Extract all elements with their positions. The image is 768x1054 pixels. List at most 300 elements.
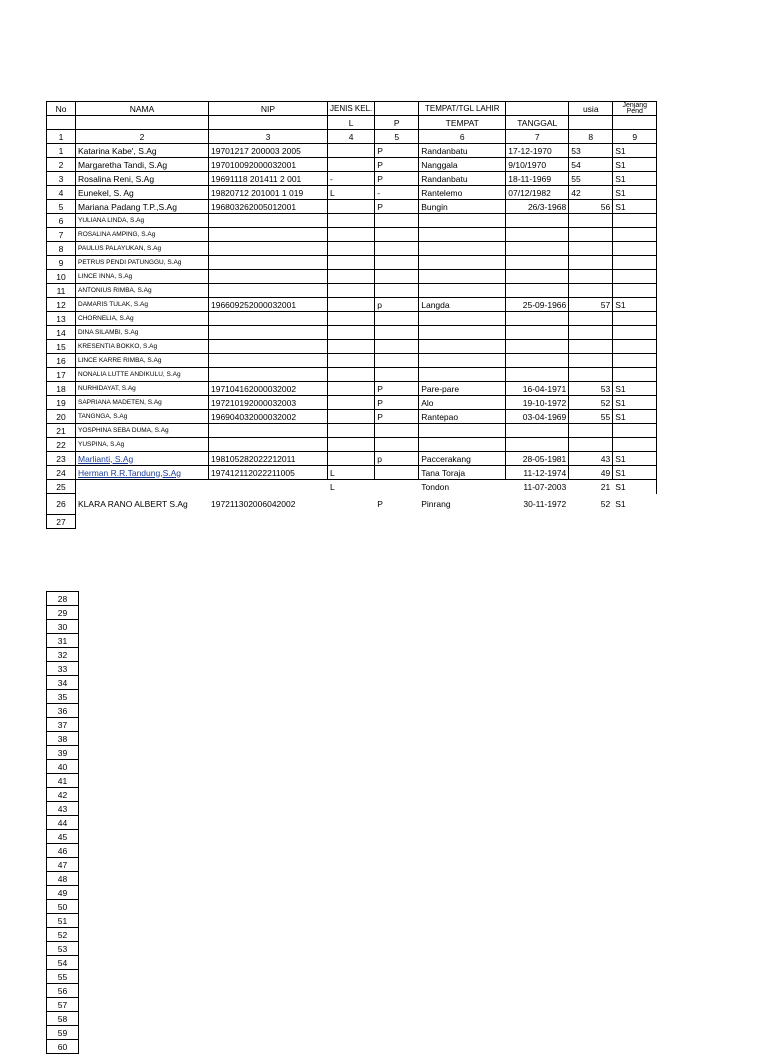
number-row: [47, 704, 79, 718]
row-nip: 197010092000032001: [209, 158, 328, 172]
row-pend: S1: [613, 298, 657, 312]
table-row: [47, 172, 657, 186]
row-nama: LINCE INNA, S.Ag: [76, 270, 209, 284]
row-pend: [613, 256, 657, 270]
row-pend: S1: [613, 396, 657, 410]
row-usia: [569, 326, 613, 340]
column-number: 5: [375, 130, 419, 144]
row-p: [375, 424, 419, 438]
row-nip: 197412112022211005: [209, 466, 328, 480]
row-tempat: [419, 515, 506, 529]
table-row: [47, 284, 657, 298]
row-tempat: Paccerakang: [419, 452, 506, 466]
row-tempat: Tana Toraja: [419, 466, 506, 480]
table-row: [47, 214, 657, 228]
row-nip: 196803262005012001: [209, 200, 328, 214]
row-usia: [569, 515, 613, 529]
row-tanggal: [506, 368, 569, 382]
row-tempat: Rantelemo: [419, 186, 506, 200]
row-l: [328, 284, 375, 298]
row-usia: [569, 214, 613, 228]
row-number: 30: [47, 620, 79, 634]
employee-table: [46, 101, 657, 529]
row-tempat: Randanbatu: [419, 144, 506, 158]
table-row: [47, 298, 657, 312]
row-tanggal: 18-11-1969: [506, 172, 569, 186]
row-l: [328, 452, 375, 466]
row-no: 25: [47, 480, 76, 494]
row-pend: [613, 284, 657, 298]
table-row: [47, 242, 657, 256]
table-row: [47, 480, 657, 494]
row-nama: Rosalina Reni, S.Ag: [76, 172, 209, 186]
row-nip: [209, 284, 328, 298]
header-blank: [569, 116, 613, 130]
row-pend: S1: [613, 410, 657, 424]
table-row: [47, 424, 657, 438]
number-row: [47, 858, 79, 872]
row-p: [375, 228, 419, 242]
number-row: [47, 662, 79, 676]
row-number: 54: [47, 956, 79, 970]
row-pend: [613, 242, 657, 256]
row-nama: TANGNGA, S.Ag: [76, 410, 209, 424]
row-nama: NURHIDAYAT, S.Ag: [76, 382, 209, 396]
row-number: 53: [47, 942, 79, 956]
row-tempat: Rantepao: [419, 410, 506, 424]
row-pend: S1: [613, 480, 657, 494]
number-row: [47, 676, 79, 690]
row-number: 60: [47, 1040, 79, 1054]
row-nip: [209, 312, 328, 326]
row-p: P: [375, 382, 419, 396]
row-nip: 198105282022212011: [209, 452, 328, 466]
row-nama: YULIANA LINDA, S.Ag: [76, 214, 209, 228]
row-pend: [613, 214, 657, 228]
row-nip: 197104162000032002: [209, 382, 328, 396]
row-p: [375, 326, 419, 340]
row-l: [328, 312, 375, 326]
column-number: 6: [419, 130, 506, 144]
row-nip: [209, 228, 328, 242]
row-nama: PETRUS PENDI PATUNGGU, S.Ag: [76, 256, 209, 270]
row-no: 6: [47, 214, 76, 228]
row-tanggal: [506, 326, 569, 340]
row-no: 13: [47, 312, 76, 326]
row-nip: [209, 214, 328, 228]
table-row: [47, 515, 657, 529]
number-row: [47, 690, 79, 704]
row-usia: 53: [569, 144, 613, 158]
row-usia: [569, 270, 613, 284]
row-p: p: [375, 452, 419, 466]
row-number: 31: [47, 634, 79, 648]
row-tanggal: 03-04-1969: [506, 410, 569, 424]
row-pend: [613, 368, 657, 382]
row-no: 11: [47, 284, 76, 298]
row-tanggal: 11-07-2003: [523, 481, 567, 492]
number-row: [47, 872, 79, 886]
row-number: 59: [47, 1026, 79, 1040]
row-pend: S1: [613, 452, 657, 466]
column-number-row: [47, 130, 657, 144]
row-usia: 52: [569, 396, 613, 410]
header-blank: [375, 102, 419, 116]
row-l: [328, 424, 375, 438]
row-number: 36: [47, 704, 79, 718]
row-p: [375, 270, 419, 284]
row-no: 1: [47, 144, 76, 158]
row-p: [375, 256, 419, 270]
row-nama: DAMARIS TULAK, S.Ag: [76, 298, 209, 312]
number-row: [47, 900, 79, 914]
row-l: [328, 494, 375, 515]
number-row: [47, 830, 79, 844]
row-pend: [613, 424, 657, 438]
row-l: [328, 340, 375, 354]
row-usia: 21: [600, 481, 611, 492]
row-nama: Katarina Kabe', S.Ag: [76, 144, 209, 158]
header-blank: [613, 116, 657, 130]
row-nama: DINA SILAMBI, S.Ag: [76, 326, 209, 340]
row-nama: [76, 480, 209, 494]
number-row: [47, 914, 79, 928]
number-row: [47, 942, 79, 956]
row-pend: S1: [613, 382, 657, 396]
number-row: [47, 620, 79, 634]
row-nip: 19701217 200003 2005: [209, 144, 328, 158]
row-no: 9: [47, 256, 76, 270]
row-tanggal: [506, 438, 569, 452]
row-usia: 55: [569, 410, 613, 424]
row-l: [328, 354, 375, 368]
row-tanggal: 25-09-1966: [506, 298, 569, 312]
row-p: P: [375, 200, 419, 214]
row-l: [328, 368, 375, 382]
row-pend: S1: [613, 158, 657, 172]
row-pend: [613, 438, 657, 452]
header-tempat: TEMPAT: [419, 116, 506, 130]
header-blank: [506, 102, 569, 116]
row-l: [328, 326, 375, 340]
row-p: p: [375, 298, 419, 312]
column-number: 9: [613, 130, 657, 144]
number-row: [47, 732, 79, 746]
header-row-1: [47, 102, 657, 116]
row-nip: [209, 354, 328, 368]
row-tanggal: [506, 424, 569, 438]
row-l: [328, 396, 375, 410]
row-number: 28: [47, 592, 79, 606]
row-nama: YOSPHINA SEBA DUMA, S.Ag: [76, 424, 209, 438]
header-jenis-kel: JENIS KEL.: [328, 102, 375, 116]
row-number: 45: [47, 830, 79, 844]
row-nama: SAPRIANA MADETEN, S.Ag: [76, 396, 209, 410]
row-usia: [569, 228, 613, 242]
number-row: [47, 1026, 79, 1040]
row-l: -: [328, 172, 375, 186]
number-row: [47, 816, 79, 830]
row-tempat: Bungin: [419, 200, 506, 214]
row-usia: 55: [569, 172, 613, 186]
row-p: [375, 354, 419, 368]
row-tanggal: 07/12/1982: [506, 186, 569, 200]
row-nip: 197211302006042002: [211, 499, 296, 509]
row-pend: [613, 340, 657, 354]
column-number: 7: [506, 130, 569, 144]
row-nama: NONALIA LUTTE ANDIKULU, S.Ag: [76, 368, 209, 382]
row-number: 35: [47, 690, 79, 704]
table-row: [47, 396, 657, 410]
row-nama: [76, 515, 209, 529]
row-no: 8: [47, 242, 76, 256]
number-row: [47, 928, 79, 942]
row-tanggal: 9/10/1970: [506, 158, 569, 172]
row-number: 33: [47, 662, 79, 676]
row-nip: [209, 242, 328, 256]
row-usia: 49: [569, 466, 613, 480]
row-l: [328, 438, 375, 452]
row-tanggal: 17-12-1970: [506, 144, 569, 158]
header-p: P: [375, 116, 419, 130]
row-nama: Herman R.R.Tandung,S.Ag: [76, 466, 209, 480]
row-pend: S1: [613, 200, 657, 214]
row-usia: 56: [569, 200, 613, 214]
row-tanggal: [506, 354, 569, 368]
row-tempat: [419, 228, 506, 242]
row-p: [375, 368, 419, 382]
row-no: 18: [47, 382, 76, 396]
number-row: [47, 886, 79, 900]
row-number: 50: [47, 900, 79, 914]
header-row-2: [47, 116, 657, 130]
row-l: [328, 298, 375, 312]
number-row: [47, 998, 79, 1012]
number-row: [47, 970, 79, 984]
row-nama: YUSPINA, S.Ag: [76, 438, 209, 452]
row-tanggal: [506, 270, 569, 284]
row-tanggal: 11-12-1974: [506, 466, 569, 480]
row-nama: LINCE KARRE RIMBA, S.Ag: [76, 354, 209, 368]
row-l: [328, 200, 375, 214]
row-pend: [613, 228, 657, 242]
row-nama: CHORNELIA, S.Ag: [76, 312, 209, 326]
row-no: 5: [47, 200, 76, 214]
row-no: 7: [47, 228, 76, 242]
row-usia: [569, 312, 613, 326]
row-no: 14: [47, 326, 76, 340]
row-l: L: [328, 186, 375, 200]
row-p: [375, 340, 419, 354]
row-number: 42: [47, 788, 79, 802]
row-nip: 19820712 201001 1 019: [209, 186, 328, 200]
row-usia: [569, 256, 613, 270]
row-number: 38: [47, 732, 79, 746]
row-tempat: [419, 242, 506, 256]
row-l: [328, 410, 375, 424]
number-row: [47, 788, 79, 802]
row-p: P: [375, 158, 419, 172]
row-pend: S1: [613, 172, 657, 186]
row-p: [375, 480, 419, 494]
row-usia: [569, 242, 613, 256]
number-row: [47, 606, 79, 620]
row-nama: Mariana Padang T.P.,S.Ag: [76, 200, 209, 214]
number-row: [47, 746, 79, 760]
number-row: [47, 802, 79, 816]
row-tempat: Langda: [419, 298, 506, 312]
row-nip: [209, 438, 328, 452]
column-number: 1: [47, 130, 76, 144]
row-no: 19: [47, 396, 76, 410]
row-l: [328, 270, 375, 284]
row-usia: 43: [569, 452, 613, 466]
row-l: L: [328, 480, 375, 494]
column-number: 3: [209, 130, 328, 144]
row-usia: [569, 424, 613, 438]
table-row: [47, 326, 657, 340]
row-tanggal: 16-04-1971: [506, 382, 569, 396]
row-number: 46: [47, 844, 79, 858]
row-nama: PAULUS PALAYUKAN, S.Ag: [76, 242, 209, 256]
row-nip: [209, 270, 328, 284]
row-pend: S1: [613, 466, 657, 480]
row-number: 41: [47, 774, 79, 788]
number-row: [47, 634, 79, 648]
row-tempat: [419, 438, 506, 452]
row-tempat: Pare-pare: [419, 382, 506, 396]
row-no: 10: [47, 270, 76, 284]
number-row: [47, 760, 79, 774]
row-tanggal: 28-05-1981: [506, 452, 569, 466]
table-row: [47, 354, 657, 368]
row-nama: ROSALINA AMPING, S.Ag: [76, 228, 209, 242]
row-number: 49: [47, 886, 79, 900]
row-pend: [613, 354, 657, 368]
row-no: 16: [47, 354, 76, 368]
number-row: [47, 718, 79, 732]
row-number: 44: [47, 816, 79, 830]
table-row: [47, 186, 657, 200]
table-row: [47, 270, 657, 284]
row-nip: [209, 256, 328, 270]
row-tempat: [419, 326, 506, 340]
row-tempat: [419, 340, 506, 354]
row-p: [375, 214, 419, 228]
header-l: L: [328, 116, 375, 130]
row-p: [375, 242, 419, 256]
row-number: 32: [47, 648, 79, 662]
table-row: [47, 438, 657, 452]
column-number: 4: [328, 130, 375, 144]
row-nip: [209, 326, 328, 340]
row-l: L: [328, 466, 375, 480]
number-row: [47, 648, 79, 662]
row-nip: [209, 340, 328, 354]
row-no: 17: [47, 368, 76, 382]
row-number: 34: [47, 676, 79, 690]
row-number: 57: [47, 998, 79, 1012]
row-tanggal: [506, 228, 569, 242]
row-number: 40: [47, 760, 79, 774]
row-nip: [209, 480, 328, 494]
row-number: 47: [47, 858, 79, 872]
header-usia: usia: [569, 102, 613, 116]
table-row: [47, 144, 657, 158]
row-pend: [613, 515, 657, 529]
row-tempat: Randanbatu: [419, 172, 506, 186]
row-no: 4: [47, 186, 76, 200]
row-tanggal: [506, 515, 569, 529]
number-row: [47, 592, 79, 606]
row-tempat: [419, 270, 506, 284]
row-p: [375, 438, 419, 452]
header-blank: [76, 116, 209, 130]
row-pend: S1: [615, 499, 626, 509]
row-nip: 197210192000032003: [209, 396, 328, 410]
row-nama: Eunekel, S. Ag: [76, 186, 209, 200]
row-tanggal: [506, 284, 569, 298]
row-usia: [569, 354, 613, 368]
table-row: [47, 228, 657, 242]
row-tanggal: [506, 214, 569, 228]
row-number: 48: [47, 872, 79, 886]
table-body: [47, 102, 657, 529]
row-usia: 42: [569, 186, 613, 200]
row-l: [328, 242, 375, 256]
row-no: 2: [47, 158, 76, 172]
number-row: [47, 1040, 79, 1054]
row-number-body: [47, 592, 79, 1054]
row-usia: 53: [569, 382, 613, 396]
row-no: 26: [47, 494, 76, 515]
row-no: 22: [47, 438, 76, 452]
row-number: 52: [47, 928, 79, 942]
row-p: [375, 284, 419, 298]
row-usia: [569, 438, 613, 452]
row-number: 39: [47, 746, 79, 760]
number-row: [47, 1012, 79, 1026]
column-number: 2: [76, 130, 209, 144]
row-pend: [613, 270, 657, 284]
row-l: [328, 158, 375, 172]
row-usia: 52: [600, 499, 611, 509]
row-p: P: [375, 410, 419, 424]
number-row: [47, 774, 79, 788]
row-usia: 57: [569, 298, 613, 312]
row-number: 51: [47, 914, 79, 928]
row-usia: [569, 340, 613, 354]
row-l: [328, 214, 375, 228]
row-number-list: [46, 591, 79, 1054]
row-tempat: [419, 256, 506, 270]
row-tanggal: [506, 256, 569, 270]
row-number: 58: [47, 1012, 79, 1026]
row-nama: KRESENTIA BOKKO, S.Ag: [76, 340, 209, 354]
table-row: [47, 494, 657, 515]
row-tempat: Pinrang: [421, 499, 451, 509]
row-l: [328, 515, 375, 529]
number-row: [47, 984, 79, 998]
table-row: [47, 410, 657, 424]
header-tempat-tgl-lahir: TEMPAT/TGL LAHIR: [419, 102, 506, 116]
row-p: [375, 466, 419, 480]
row-p: P: [375, 172, 419, 186]
row-l: [328, 228, 375, 242]
row-no: 27: [47, 515, 76, 529]
table-row: [47, 452, 657, 466]
row-tanggal: 26/3-1968: [506, 200, 569, 214]
